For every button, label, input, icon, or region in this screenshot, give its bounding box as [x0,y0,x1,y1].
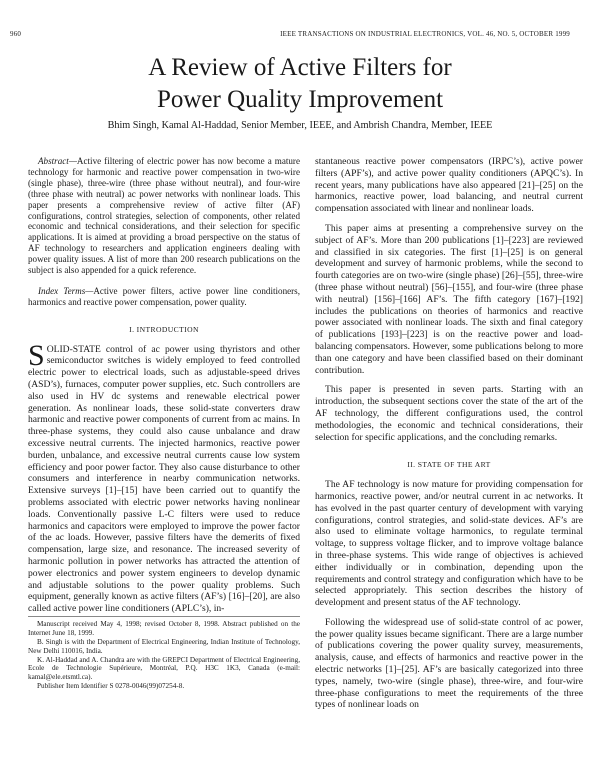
title-line-2: Power Quality Improvement [156,86,444,113]
drop-cap: S [28,338,45,372]
index-terms [28,286,300,308]
right-paragraph-3: This paper is presented in seven parts. Starting with an introduction, the subsequent sections cover the state of the art of the AF technology, the different configurations used, the control methodologies, the economic and technical considerations, their selection for specific applications, and the concluding remarks. [315,384,583,443]
author-list: Bhim Singh, Kamal Al-Haddad, Senior Member, IEEE, and Ambrish Chandra, Member, IEEE [107,120,493,131]
right-paragraph-4: The AF technology is now mature for providing compensation for harmonics, reactive power, and/or neutral current in ac networks. It has evolved in the past quarter century of development with varying configurations, control strategies, and solid-state devices. AF’s are also used to eliminate voltage harmonics, to regulate terminal voltage, to suppress voltage flicker, and to improve voltage balance in three-phase systems. This wide range of objectives is achieved either individually or in combination, depending upon the requirements and control strategy and configuration which have to be selected appropriately. This section describes the history of development and present status of the AF technology. [315,479,583,609]
left-column [28,156,300,691]
abstract-text: Active filtering of electric power has now become a mature technology for harmonic and reactive power compensation in two-wire (single phase), three-wire (three phase without neutral), and four-wire (three phase with neutral) ac power networks with nonlinear loads. This paper presents a comprehensive review of active filter (AF) configurations, control strategies, selection of components, other related economic and technical considerations, and their selection for specific applications. It is aimed at providing a broad perspective on the status of AF technology to researchers and application engineers dealing with power quality issues. A list of more than 200 research publications on the subject is also appended for a quick reference. [28,156,300,276]
index-terms-text: Active power filters, active power line conditioners, harmonics and reactive power compensation, power quality. [28,285,300,307]
footnote-publisher-id: Publisher Item Identifier S 0278-0046(99)07254-8. [37,682,185,691]
intro-text: OLID-STATE control of ac power using thyristors and other semiconductor switches is widely employed to feed controlled electric power to electrical loads, such as adjustable-speed drives (ASD’s), furnaces, computer power supplies, etc. Such controllers are also used in HV dc systems and renewable electrical power generation. As nonlinear loads, these solid-state converters draw harmonic and reactive power components of current from ac mains. In three-phase systems, they could also cause unbalance and draw excessive neutral currents. The injected harmonics, reactive power burden, unbalance, and excessive neutral currents cause low system efficiency and poor power factor. They also cause disturbance to other consumers and interference in nearby communication networks. Extensive surveys [1]–[15] have been carried out to quantify the problems associated with electric power networks having nonlinear loads. Conventionally passive L-C filters were used to reduce harmonics and capacitors were employed to improve the power factor of the ac loads. However, passive filters have the demerits of fixed compensation, large size, and resonance. The increased severity of harmonic pollution in power networks has attracted the attention of power electronics and power system engineers to develop dynamic and adjustable solutions to the power quality problems. Such equipment, generally known as active filters (AF’s) [16]–[20], are also called active power line conditioners (APLC’s), in- [28,343,300,615]
right-paragraph-1: stantaneous reactive power compensators (IRPC’s), active power filters (APF’s), and active power quality conditioners (APQC’s). In recent years, many publications have also appeared [21]–[25] on the harmonics, reactive power, load balancing, and neutral current compensation associated with linear and nonlinear loads. [315,156,583,215]
journal-header: IEEE TRANSACTIONS ON INDUSTRIAL ELECTRONICS, VOL. 46, NO. 5, OCTOBER 1999 [280,30,570,38]
footnote-singh: B. Singh is with the Department of Electrical Engineering, Indian Institute of Technology, New Delhi 110016, India. [28,637,300,655]
section-heading-introduction: I. INTRODUCTION [129,324,199,334]
section-heading-state-of-the-art: II. STATE OF THE ART [407,460,491,470]
right-paragraph-5: Following the widespread use of solid-state control of ac power, the power quality issues became significant. There are a large number of publications covering the power quality survey, measurements, analysis, cause, and effects of harmonics and reactive power in the electric networks [1]–[25]. AF’s are basically categorized into three types, namely, two-wire (single phase), three-wire, and four-wire three-phase configurations to meet the requirements of the three types of nonlinear loads on [315,616,583,711]
page-number: 960 [10,30,22,38]
footnote-manuscript: Manuscript received May 4, 1998; revised October 8, 1998. Abstract published on the Internet June 18, 1999. [28,619,300,637]
right-column [315,156,583,711]
footnotes [28,616,300,691]
paper-title [0,52,600,116]
index-terms-label: Index Terms— [38,285,94,296]
footnote-alhaddad-chandra: K. Al-Haddad and A. Chandra are with the GREPCI Department of Electrical Engineering, Ecole de Technologie Supérieure, Montréal, P.Q. H3C 1K3, Canada (e-mail: kamal@ele.etsmtl.ca). [28,655,300,682]
abstract [28,156,300,276]
abstract-label: Abstract— [38,156,77,166]
intro-paragraph [28,338,300,615]
right-paragraph-2: This paper aims at presenting a comprehensive survey on the subject of AF’s. More than 200 publications [1]–[223] are reviewed and classified in six categories. The first [1]–[25] is on general development and survey of harmonic problems, while the second to fourth categories are on two-wire (single phase) [26]–[55], three-wire (three phase without neutral) [56]–[155], and four-wire (three phase with neutral) [156]–[166] AF’s. The fifth category [167]–[192] includes the publications on theories of harmonics and reactive power associated with nonlinear loads. The sixth and final category of publications [193]–[223] is on the reactive power and load-balancing compensators. However, some publications belong to more than one category and have been classified based on their dominant contribution. [315,222,583,376]
title-line-1: A Review of Active Filters for [148,54,452,81]
